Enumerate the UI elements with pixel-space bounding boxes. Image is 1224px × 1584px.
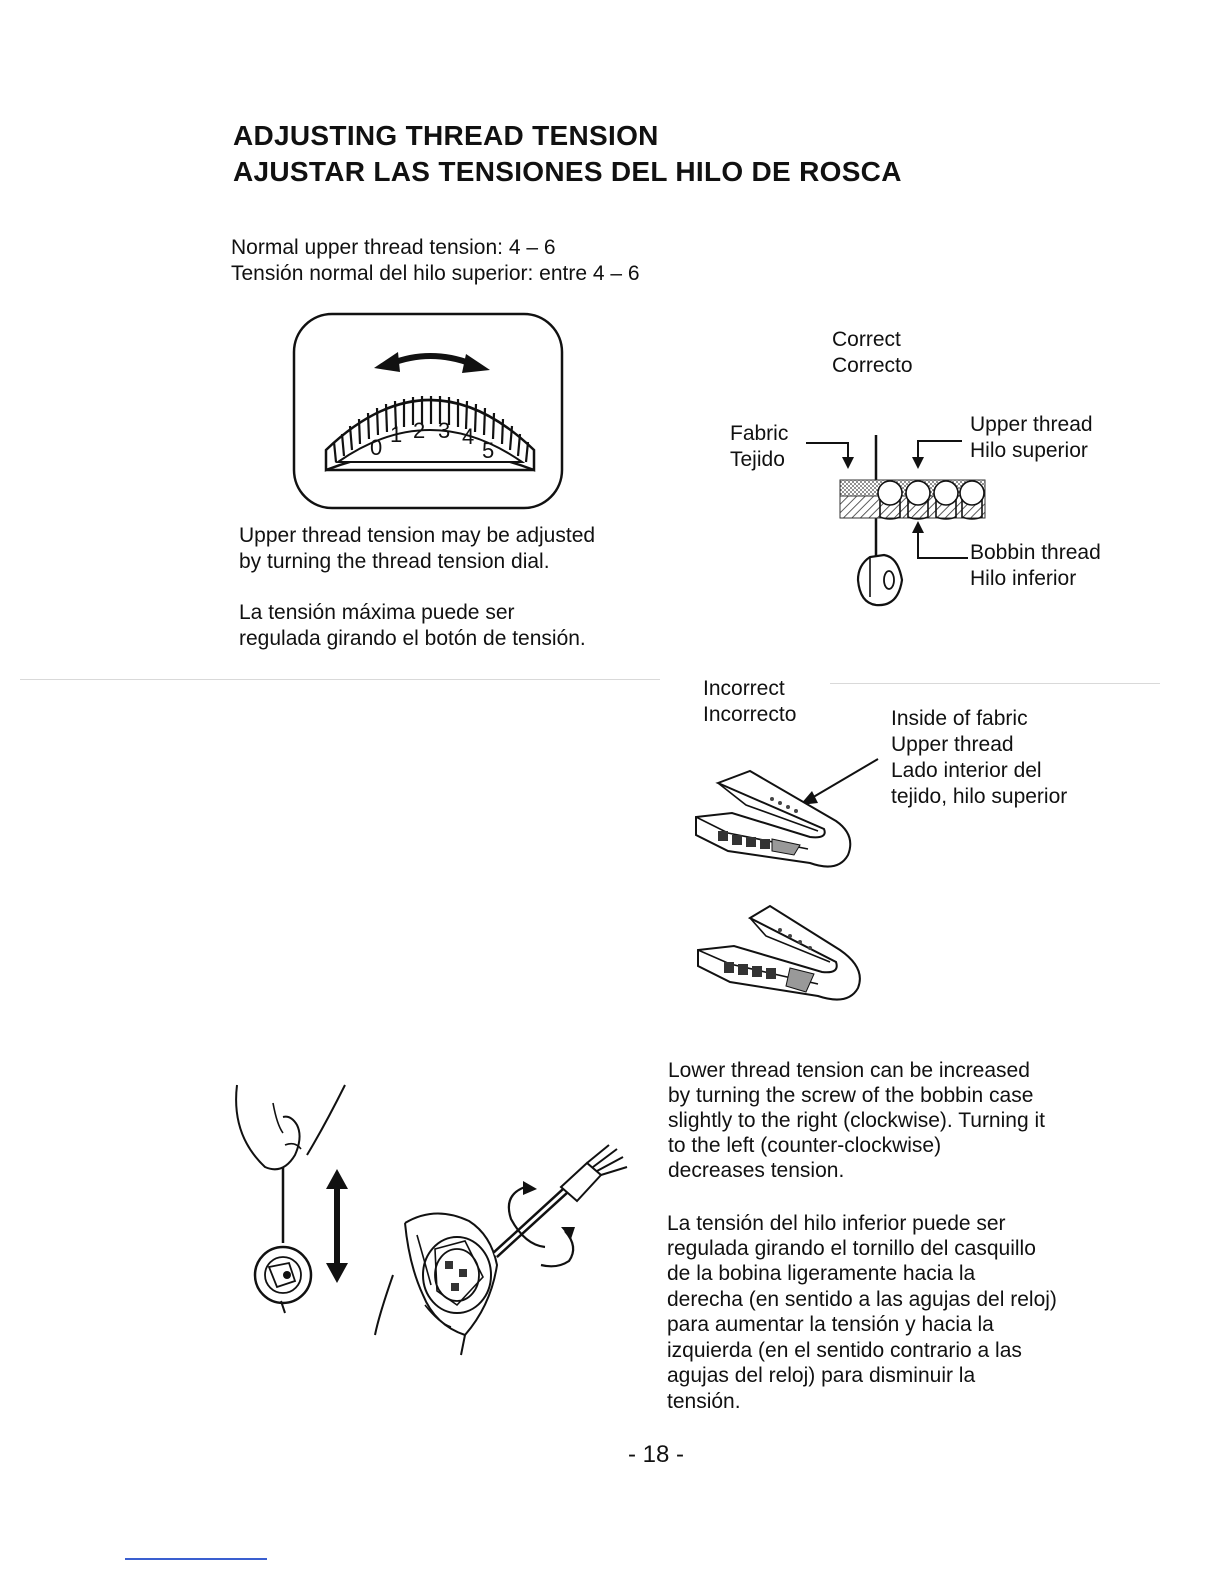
fabric-label: Fabric	[730, 422, 789, 445]
incorrect-stitch-diagram-bottom	[690, 900, 870, 1010]
lower-tension-spanish-line-1: La tensión del hilo inferior puede ser	[667, 1212, 1006, 1235]
rotate-arrow-icon	[390, 356, 472, 364]
dial-caption-english-line-2: by turning the thread tension dial.	[239, 550, 550, 573]
lower-tension-spanish-line-6: izquierda (en el sentido contrario a las	[667, 1339, 1022, 1362]
bobbin-thread-label: Bobbin thread	[970, 541, 1101, 564]
lower-tension-spanish-line-4: derecha (en sentido a las agujas del reloj)	[667, 1288, 1057, 1311]
arrow-up-icon	[912, 521, 924, 533]
page-title-spanish: AJUSTAR LAS TENSIONES DEL HILO DE ROSCA	[233, 156, 902, 187]
incorrect-heading: Incorrect	[703, 677, 785, 700]
correct-heading: Correct	[832, 328, 901, 351]
normal-tension-spanish: Tensión normal del hilo superior: entre 4 – 6	[231, 262, 640, 285]
lower-tension-english-line-3: slightly to the right (clockwise). Turning it	[668, 1109, 1045, 1132]
tension-dial-illustration	[290, 310, 570, 515]
arrow-down-icon	[912, 457, 924, 469]
lower-tension-spanish-line-5: para aumentar la tensión y hacia la	[667, 1313, 994, 1336]
bobbin-icon	[858, 555, 902, 605]
lower-tension-english-line-1: Lower thread tension can be increased	[668, 1059, 1030, 1082]
incorrect-stitch-diagram-top	[688, 755, 888, 875]
page-title: ADJUSTING THREAD TENSION	[233, 120, 659, 151]
screwdriver-adjustment-illustration	[365, 1135, 640, 1365]
bobbin-drop-test-illustration	[225, 1075, 365, 1315]
lower-tension-english-line-2: by turning the screw of the bobbin case	[668, 1084, 1034, 1107]
lower-tension-english-line-5: decreases tension.	[668, 1159, 845, 1182]
inside-fabric-label-line-4: tejido, hilo superior	[891, 785, 1068, 808]
lower-tension-english-line-4: to the left (counter-clockwise)	[668, 1134, 942, 1157]
divider	[20, 679, 660, 680]
lower-tension-spanish-line-8: tensión.	[667, 1390, 741, 1413]
dial-number: 5	[482, 438, 495, 463]
dial-number: 4	[462, 424, 475, 449]
lower-tension-spanish-line-7: agujas del reloj) para disminuir la	[667, 1364, 976, 1387]
upper-thread-label-spanish: Hilo superior	[970, 439, 1088, 462]
dial-number: 0	[370, 435, 383, 460]
normal-tension-english: Normal upper thread tension: 4 – 6	[231, 236, 556, 259]
footer-rule	[125, 1558, 267, 1560]
bobbin-thread-label-spanish: Hilo inferior	[970, 567, 1077, 590]
inside-fabric-label-line-1: Inside of fabric	[891, 707, 1028, 730]
dial-number: 3	[438, 418, 451, 443]
dial-caption-english-line-1: Upper thread tension may be adjusted	[239, 524, 596, 547]
correct-heading-spanish: Correcto	[832, 354, 913, 377]
correct-stitch-diagram	[800, 425, 1000, 615]
dial-caption-spanish-line-2: regulada girando el botón de tensión.	[239, 627, 586, 650]
divider	[830, 683, 1160, 684]
dial-number: 1	[390, 422, 403, 447]
dial-number: 2	[413, 418, 426, 443]
upper-thread-label: Upper thread	[970, 413, 1093, 436]
lower-tension-spanish-line-2: regulada girando el tornillo del casquillo	[667, 1237, 1036, 1260]
rotation-arrow-icon	[541, 1231, 573, 1266]
screwdriver-icon	[561, 1163, 601, 1201]
page-number: - 18 -	[628, 1441, 685, 1468]
inside-fabric-label-line-2: Upper thread	[891, 733, 1014, 756]
lower-tension-spanish-line-3: de la bobina ligeramente hacia la	[667, 1262, 976, 1285]
dial-caption-spanish-line-1: La tensión máxima puede ser	[239, 601, 515, 624]
arrow-down-icon	[842, 457, 854, 469]
incorrect-heading-spanish: Incorrecto	[703, 703, 797, 726]
fabric-label-spanish: Tejido	[730, 448, 785, 471]
inside-fabric-label-line-3: Lado interior del	[891, 759, 1042, 782]
